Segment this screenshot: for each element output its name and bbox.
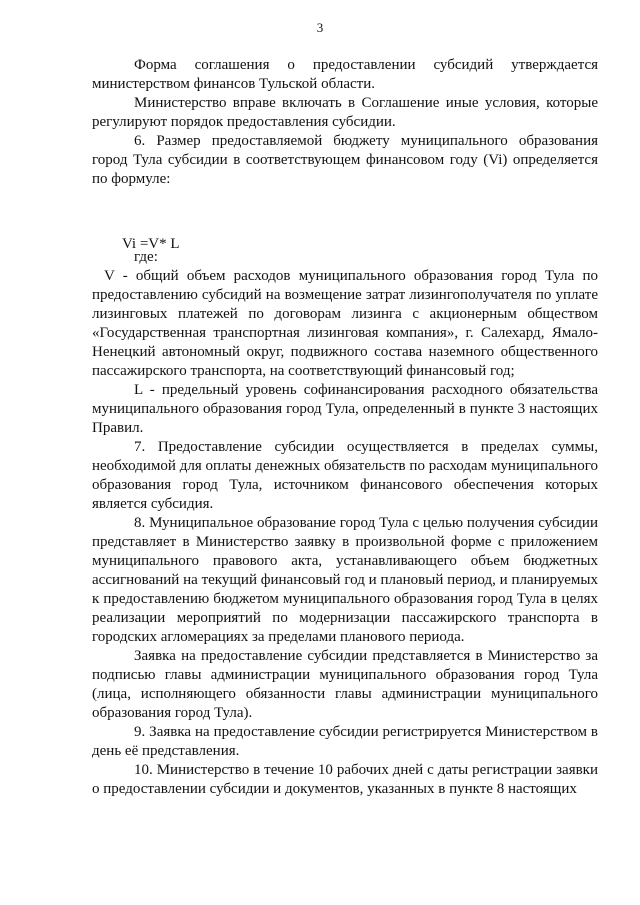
top-text bbox=[92, 56, 598, 189]
where-label: где: bbox=[134, 249, 158, 265]
where-block bbox=[92, 248, 598, 799]
paragraph: Министерство вправе включать в Соглашение иные условия, которые регулируют порядок предоставления субсидии. bbox=[92, 95, 598, 130]
paragraph: V - общий объем расходов муниципального образования город Тула по предоставлению субсидий на возмещение затрат лизингополучателя по уплате лизинговых платежей по договорам лизинга с акционерным обществом «Государственная транспортная лизинговая компания», г. Салехард, Ямало-Ненецкий автономный округ, подвижного состава наземного общественного пассажирского транспорта, на соответствующий финансовый год; bbox=[92, 268, 598, 379]
paragraph: L - предельный уровень софинансирования расходного обязательства муниципального образования город Тула, определенный в пункте 3 настоящих Правил. bbox=[92, 382, 598, 436]
paragraph: 6. Размер предоставляемой бюджету муниципального образования город Тула субсидии в соответствующем финансовом году (Vi) определяется по формуле: bbox=[92, 133, 598, 187]
page-number: 3 bbox=[316, 20, 324, 35]
paragraph: 8. Муниципальное образование город Тула с целью получения субсидии представляет в Министерство заявку в произвольной форме с приложением муниципального правового акта, устанавливающего объем бюджетных ассигнований на текущий финансовый год и плановый период, и планируемых к предоставлению бюджетом муниципального образования город Тула в целях реализации мероприятий по модернизации пассажирского транспорта в городских агломерациях за пределами планового периода. bbox=[92, 515, 598, 645]
paragraph: Форма соглашения о предоставлении субсидий утверждается министерством финансов Тульской области. bbox=[92, 57, 598, 92]
paragraph: Заявка на предоставление субсидии представляется в Министерство за подписью главы администрации муниципального образования город Тула (лица, исполняющего обязанности главы администрации муниципального образования город Тула). bbox=[92, 648, 598, 721]
formula: Vi =V* L bbox=[122, 236, 180, 252]
paragraph: 9. Заявка на предоставление субсидии регистрируется Министерством в день её представления. bbox=[92, 724, 598, 759]
paragraph: 10. Министерство в течение 10 рабочих дней с даты регистрации заявки о предоставлении субсидии и документов, указанных в пункте 8 настоящих bbox=[92, 762, 598, 797]
paragraph: 7. Предоставление субсидии осуществляется в пределах суммы, необходимой для оплаты денежных обязательств по расходам муниципального образования город Тула, источником финансового обеспечения которых является субсидия. bbox=[92, 439, 598, 512]
